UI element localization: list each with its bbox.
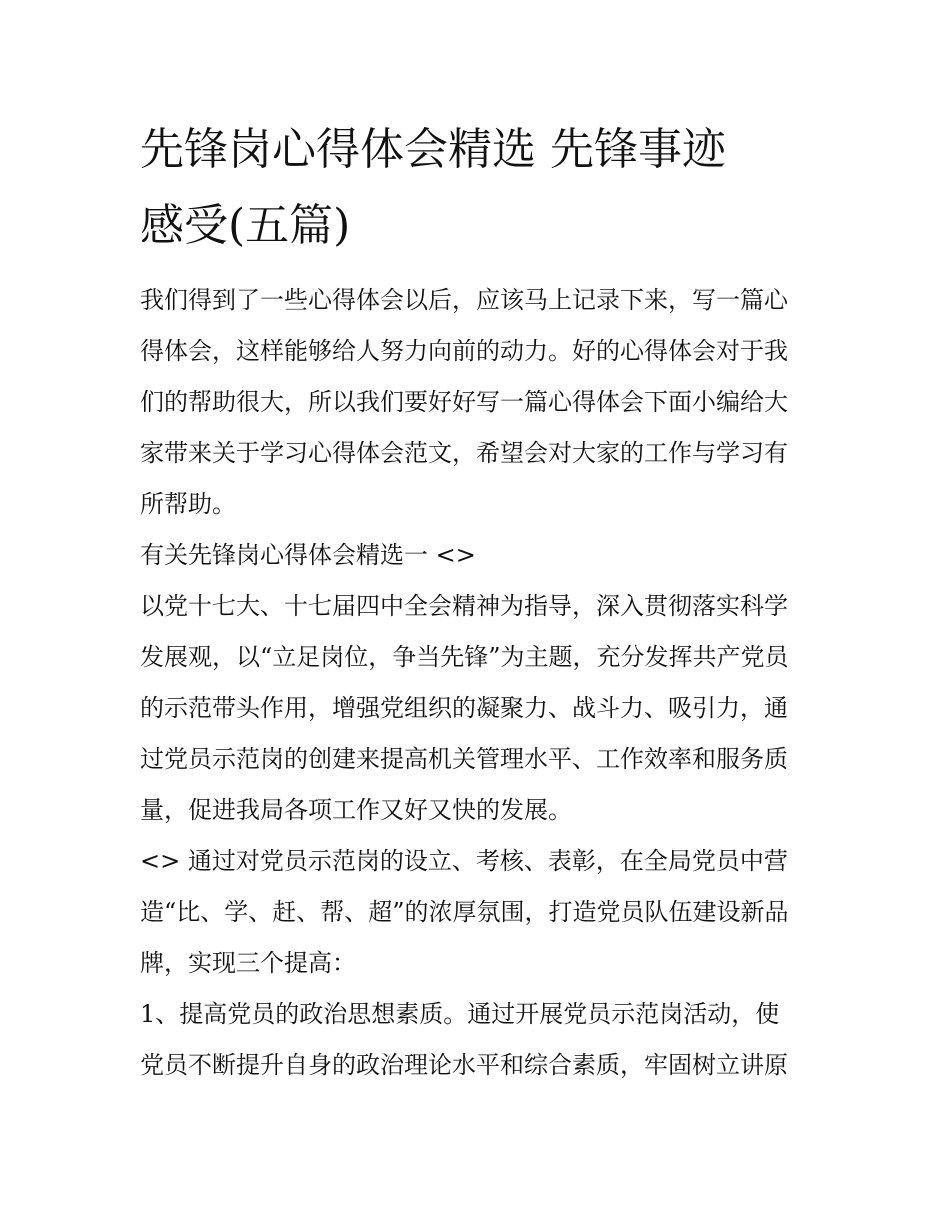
body-line: 发展观，以“立足岗位，争当先锋”为主题，充分发挥共产党员 <box>140 643 789 671</box>
body-line: 党员不断提升自身的政治理论水平和综合素质，牢固树立讲原 <box>140 1051 788 1079</box>
body-line: 我们得到了一些心得体会以后，应该马上记录下来，写一篇心 <box>140 286 788 314</box>
body-line: 所帮助。 <box>140 490 236 518</box>
title-line-2: 感受(五篇) <box>140 200 351 251</box>
title-line-1: 先锋岗心得体会精选 先锋事迹 <box>140 124 726 175</box>
body-line: 过党员示范岗的创建来提高机关管理水平、工作效率和服务质 <box>140 745 788 773</box>
document-title <box>140 112 818 264</box>
section-heading: 有关先锋岗心得体会精选一 <> <box>140 541 476 569</box>
body-line: <> 通过对党员示范岗的设立、考核、表彰，在全局党员中营 <box>140 847 788 875</box>
document-body <box>140 275 818 1091</box>
body-line: 们的帮助很大，所以我们要好好写一篇心得体会下面小编给大 <box>140 388 788 416</box>
document-content <box>140 112 818 1091</box>
body-line: 的示范带头作用，增强党组织的凝聚力、战斗力、吸引力，通 <box>140 694 788 722</box>
body-line: 造“比、学、赶、帮、超”的浓厚氛围，打造党员队伍建设新品 <box>140 898 789 926</box>
body-line: 牌，实现三个提高： <box>140 949 356 977</box>
body-line: 得体会，这样能够给人努力向前的动力。好的心得体会对于我 <box>140 337 788 365</box>
body-line: 1、提高党员的政治思想素质。通过开展党员示范岗活动，使 <box>140 1000 780 1028</box>
body-line: 量，促进我局各项工作又好又快的发展。 <box>140 796 572 824</box>
body-line: 以党十七大、十七届四中全会精神为指导，深入贯彻落实科学 <box>140 592 788 620</box>
body-line: 家带来关于学习心得体会范文，希望会对大家的工作与学习有 <box>140 439 788 467</box>
